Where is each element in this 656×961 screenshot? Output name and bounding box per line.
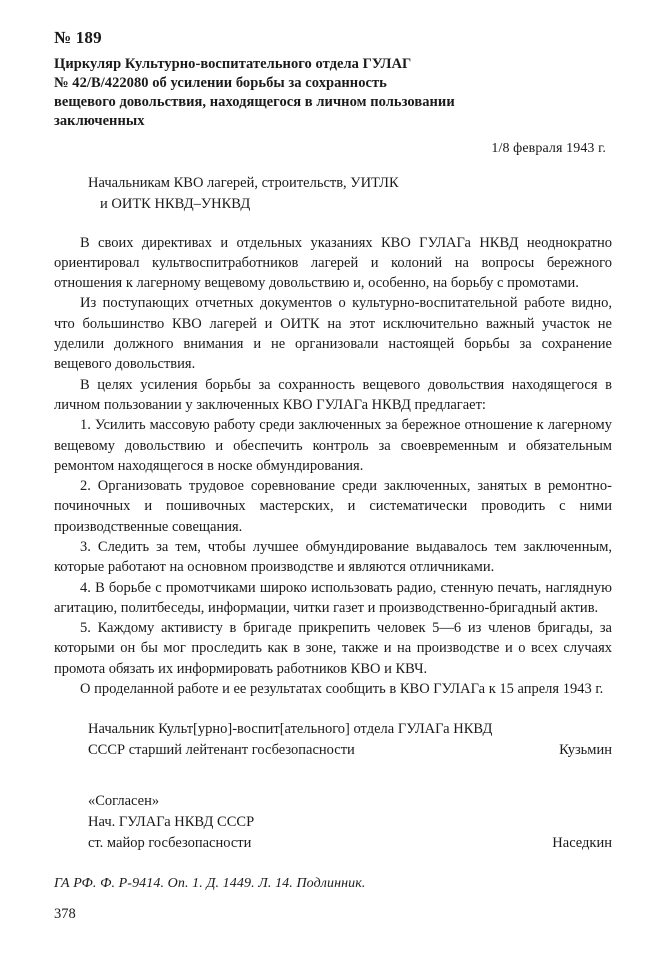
body-paragraph: 4. В борьбе с промотчиками широко использовать радио, стенную печать, наглядную агитацию, политбеседы, информации, читки газет и производственно-бригадный актив. [54,579,612,616]
addressee-block [88,173,612,214]
document-title-line-4: заключенных [54,112,145,129]
page-number: 378 [54,906,76,922]
body-paragraph: О проделанной работе и ее результатах сообщить в КВО ГУЛАГа к 15 апреля 1943 г. [80,681,604,698]
signature-title-line-2: СССР старший лейтенант госбезопасности [88,741,355,758]
signature-name: Кузьмин [559,741,612,758]
document-title-line-3: вещевого довольствия, находящегося в личном пользовании [54,93,455,110]
approval-row [88,833,612,854]
body-paragraph: В своих директивах и отдельных указаниях КВО ГУЛАГа НКВД неоднократно ориентировал культвоспитработников лагерей и колоний на вопросы бережного отношения к лагерному вещевому довольствию и, особенно, на борьбу с промотами. [54,234,612,292]
addressee-line-2: и ОИТК НКВД–УНКВД [100,195,251,212]
body-paragraph: 5. Каждому активисту в бригаде прикрепить человек 5—6 из членов бригады, за которыми он бы мог проследить как в зоне, также и на производстве и о всех случаях промота обязать их информировать работников КВО и КВЧ. [54,620,612,677]
body-paragraph: В целях усиления борьбы за сохранность вещевого довольствия находящегося в личном пользовании у заключенных КВО ГУЛАГа НКВД предлагает: [54,376,612,413]
body-paragraph: 3. Следить за тем, чтобы лучшее обмундирование выдавалось тем заключенным, которые работают на основном производстве и являются отличниками. [54,538,612,576]
addressee-line-1: Начальникам КВО лагерей, строительств, УИТЛК [88,175,399,192]
document-body [54,233,612,700]
archive-reference: ГА РФ. Ф. Р-9414. Оп. 1. Д. 1449. Л. 14. Подлинник. [54,875,366,891]
body-paragraph: 1. Усилить массовую работу среди заключенных за бережное отношение к лагерному вещевому довольствию и обеспечить контроль за своевременным и обязательным ремонтом находящегося в носке обмундирования. [54,417,612,474]
document-date: 1/8 февраля 1943 г. [491,141,606,157]
approval-label: «Согласен» [88,792,160,809]
signature-block [88,719,612,760]
approval-title-line-1: Нач. ГУЛАГа НКВД СССР [88,813,255,830]
document-title-line-2: № 42/В/422080 об усилении борьбы за сохранность [54,74,387,91]
document-title [54,55,612,130]
document-number: № 189 [54,28,102,47]
signature-title-line-1: Начальник Культ[урно]-воспит[ательного] отдела ГУЛАГа НКВД [88,721,493,738]
signature-row [88,740,612,761]
body-paragraph: Из поступающих отчетных документов о культурно-воспитательной работе видно, что большинство КВО лагерей и ОИТК на этот исключительно важный участок не уделили должного внимания и не организовали настоящей борьбы за сохранение вещевого довольствия. [54,295,612,373]
approval-block [88,791,612,854]
approval-name: Наседкин [552,834,612,851]
body-paragraph: 2. Организовать трудовое соревнование среди заключенных, занятых в ремонтно-починочных и пошивочных мастерских, и систематически проводить с ними производственные совещания. [54,478,612,535]
approval-title-line-2: ст. майор госбезопасности [88,834,252,851]
document-title-line-1: Циркуляр Культурно-воспитательного отдела ГУЛАГ [54,56,412,72]
